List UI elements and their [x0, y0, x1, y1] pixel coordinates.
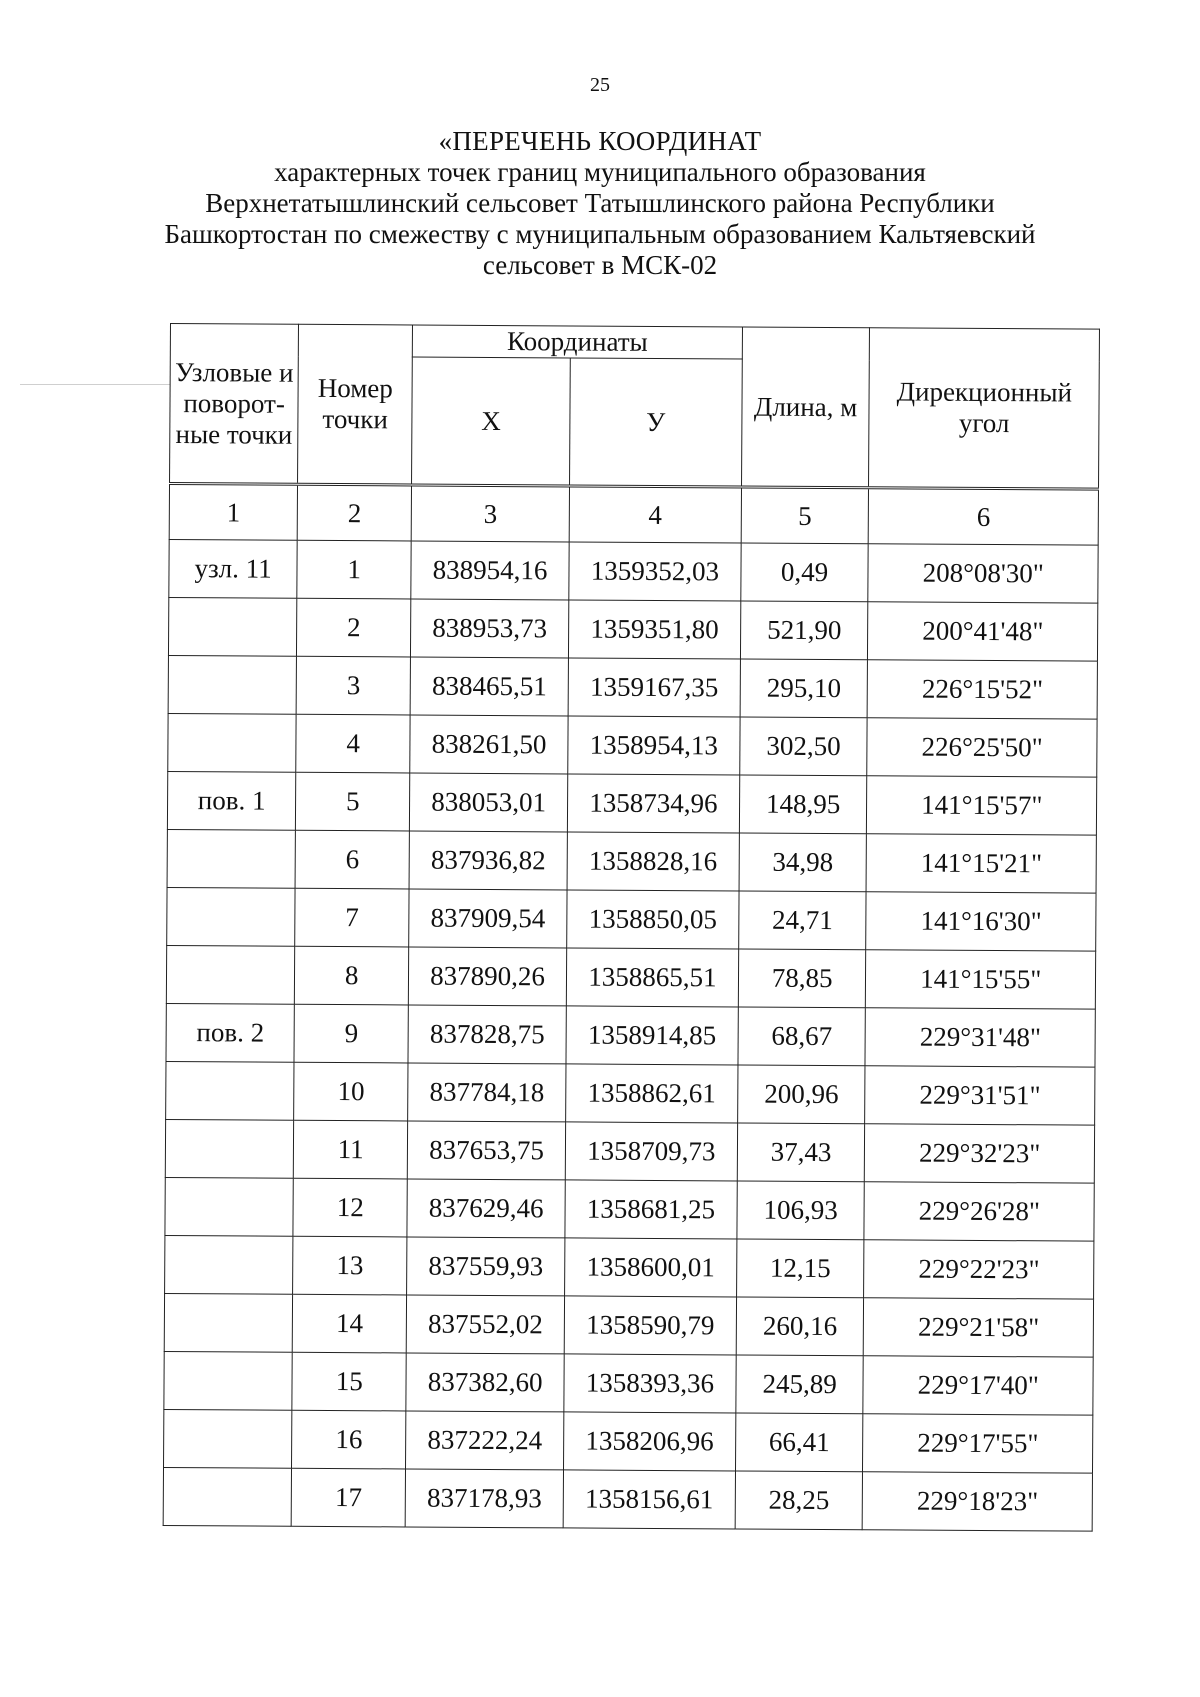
title-line-2: характерных точек границ муниципального образования	[274, 157, 926, 187]
scan-artifact-line	[20, 384, 170, 385]
angle-cell: 141°15'55"	[866, 950, 1096, 1009]
table-row	[165, 1235, 1094, 1299]
x-coordinate-cell: 838261,50	[410, 715, 568, 774]
angle-cell: 200°41'48"	[868, 602, 1098, 661]
column-number-row-group	[169, 484, 1098, 546]
table-row	[168, 713, 1097, 777]
table-row	[169, 539, 1098, 603]
length-cell: 37,43	[737, 1123, 865, 1182]
header-row-1	[170, 324, 1099, 362]
table-row	[167, 771, 1096, 835]
x-coordinate-cell: 838953,73	[411, 599, 569, 658]
table-row	[163, 1467, 1092, 1531]
length-cell: 521,90	[740, 601, 868, 660]
node-cell	[163, 1467, 292, 1526]
node-cell	[168, 655, 297, 714]
header-y: У	[570, 358, 743, 487]
table-row	[165, 1119, 1094, 1183]
node-cell	[168, 713, 297, 772]
y-coordinate-cell: 1358600,01	[565, 1238, 737, 1297]
x-coordinate-cell: 837629,46	[407, 1179, 565, 1238]
table-row	[164, 1409, 1093, 1473]
title-line-3: Верхнетатышлинский сельсовет Татышлинского района Республики	[205, 188, 995, 218]
table-row	[168, 655, 1097, 719]
node-cell: пов. 2	[166, 1003, 295, 1062]
length-cell: 24,71	[738, 891, 866, 950]
angle-cell: 229°31'48"	[865, 1008, 1095, 1067]
point-number-cell: 6	[295, 830, 409, 889]
length-cell: 260,16	[736, 1297, 864, 1356]
length-cell: 68,67	[738, 1007, 866, 1066]
column-number: 6	[869, 488, 1099, 545]
angle-cell: 141°16'30"	[866, 892, 1096, 951]
angle-cell: 229°31'51"	[865, 1066, 1095, 1125]
y-coordinate-cell: 1358954,13	[568, 716, 740, 775]
header-x: Х	[412, 357, 571, 486]
node-cell	[164, 1351, 293, 1410]
table-row	[167, 887, 1096, 951]
point-number-cell: 15	[292, 1352, 406, 1411]
node-cell	[164, 1409, 293, 1468]
table-row	[164, 1293, 1093, 1357]
x-coordinate-cell: 837828,75	[408, 1005, 566, 1064]
x-coordinate-cell: 838053,01	[410, 773, 568, 832]
node-cell	[165, 1177, 294, 1236]
angle-cell: 226°25'50"	[867, 718, 1097, 777]
point-number-cell: 9	[294, 1004, 408, 1063]
length-cell: 28,25	[735, 1471, 863, 1530]
x-coordinate-cell: 837552,02	[406, 1295, 564, 1354]
x-coordinate-cell: 837653,75	[407, 1121, 565, 1180]
length-cell: 66,41	[735, 1413, 863, 1472]
node-cell	[166, 1061, 295, 1120]
node-cell	[164, 1293, 293, 1352]
table-row	[166, 1003, 1095, 1067]
point-number-cell: 14	[292, 1294, 406, 1353]
coordinates-table	[163, 323, 1100, 1532]
x-coordinate-cell: 837222,24	[406, 1411, 564, 1470]
length-cell: 295,10	[740, 659, 868, 718]
table-body	[163, 539, 1098, 1531]
x-coordinate-cell: 838954,16	[411, 541, 569, 600]
node-cell: узл. 11	[169, 539, 298, 598]
x-coordinate-cell: 837909,54	[409, 889, 567, 948]
point-number-cell: 16	[292, 1410, 406, 1469]
node-cell	[167, 829, 296, 888]
y-coordinate-cell: 1358681,25	[565, 1180, 737, 1239]
title-line-5: сельсовет в МСК-02	[482, 250, 718, 280]
angle-cell: 226°15'52"	[868, 660, 1098, 719]
y-coordinate-cell: 1358914,85	[566, 1006, 738, 1065]
x-coordinate-cell: 837890,26	[409, 947, 567, 1006]
y-coordinate-cell: 1358865,51	[566, 948, 738, 1007]
node-cell	[166, 945, 295, 1004]
header-nodes: Узловые и поворот-ные точки	[170, 324, 299, 485]
y-coordinate-cell: 1359351,80	[568, 600, 740, 659]
table-row	[166, 945, 1095, 1009]
angle-cell: 229°17'40"	[863, 1356, 1093, 1415]
document-title	[150, 126, 1050, 281]
point-number-cell: 11	[294, 1120, 408, 1179]
title-line-1: «ПЕРЕЧЕНЬ КООРДИНАТ	[438, 126, 762, 156]
y-coordinate-cell: 1358590,79	[564, 1296, 736, 1355]
column-number-row	[169, 484, 1098, 546]
y-coordinate-cell: 1358850,05	[567, 890, 739, 949]
x-coordinate-cell: 837784,18	[408, 1063, 566, 1122]
table-row	[168, 597, 1097, 661]
y-coordinate-cell: 1358862,61	[566, 1064, 738, 1123]
angle-cell: 229°32'23"	[865, 1124, 1095, 1183]
point-number-cell: 3	[296, 656, 410, 715]
angle-cell: 229°17'55"	[863, 1414, 1093, 1473]
table-header	[170, 324, 1100, 490]
length-cell: 148,95	[739, 775, 867, 834]
length-cell: 302,50	[740, 717, 868, 776]
node-cell: пов. 1	[167, 771, 296, 830]
header-length: Длина, м	[741, 327, 870, 488]
node-cell	[167, 887, 296, 946]
length-cell: 200,96	[737, 1065, 865, 1124]
point-number-cell: 8	[295, 946, 409, 1005]
y-coordinate-cell: 1358156,61	[563, 1470, 735, 1529]
x-coordinate-cell: 837559,93	[407, 1237, 565, 1296]
angle-cell: 229°22'23"	[864, 1240, 1094, 1299]
angle-cell: 229°18'23"	[863, 1472, 1093, 1531]
y-coordinate-cell: 1358206,96	[564, 1412, 736, 1471]
node-cell	[165, 1235, 294, 1294]
column-number: 4	[569, 486, 741, 543]
column-number: 3	[411, 485, 569, 542]
header-coordinates: Координаты	[412, 325, 742, 359]
x-coordinate-cell: 837382,60	[406, 1353, 564, 1412]
column-number: 5	[741, 487, 869, 544]
point-number-cell: 1	[297, 540, 411, 599]
length-cell: 106,93	[737, 1181, 865, 1240]
length-cell: 12,15	[736, 1239, 864, 1298]
table-row	[166, 1061, 1095, 1125]
length-cell: 78,85	[738, 949, 866, 1008]
x-coordinate-cell: 837936,82	[409, 831, 567, 890]
header-angle: Дирекционный угол	[869, 328, 1100, 489]
x-coordinate-cell: 837178,93	[405, 1469, 563, 1528]
angle-cell: 141°15'57"	[867, 776, 1097, 835]
angle-cell: 229°26'28"	[864, 1182, 1094, 1241]
y-coordinate-cell: 1358709,73	[565, 1122, 737, 1181]
point-number-cell: 12	[293, 1178, 407, 1237]
y-coordinate-cell: 1359352,03	[569, 542, 741, 601]
point-number-cell: 2	[297, 598, 411, 657]
table-row	[167, 829, 1096, 893]
angle-cell: 141°15'21"	[867, 834, 1097, 893]
table-row	[164, 1351, 1093, 1415]
y-coordinate-cell: 1358393,36	[564, 1354, 736, 1413]
column-number: 2	[297, 484, 411, 541]
point-number-cell: 4	[296, 714, 410, 773]
length-cell: 34,98	[739, 833, 867, 892]
page-number: 25	[590, 74, 610, 96]
point-number-cell: 13	[293, 1236, 407, 1295]
length-cell: 245,89	[736, 1355, 864, 1414]
column-number: 1	[169, 484, 298, 541]
point-number-cell: 10	[294, 1062, 408, 1121]
y-coordinate-cell: 1359167,35	[568, 658, 740, 717]
y-coordinate-cell: 1358828,16	[567, 832, 739, 891]
node-cell	[165, 1119, 294, 1178]
header-point-number: Номер точки	[298, 324, 413, 485]
point-number-cell: 7	[295, 888, 409, 947]
table-row	[165, 1177, 1094, 1241]
point-number-cell: 5	[296, 772, 410, 831]
length-cell: 0,49	[741, 543, 869, 602]
x-coordinate-cell: 838465,51	[410, 657, 568, 716]
point-number-cell: 17	[291, 1468, 405, 1527]
node-cell	[168, 597, 297, 656]
angle-cell: 208°08'30"	[868, 544, 1098, 603]
y-coordinate-cell: 1358734,96	[567, 774, 739, 833]
title-line-4: Башкортостан по смежеству с муниципальным образованием Кальтяевский	[164, 219, 1036, 249]
angle-cell: 229°21'58"	[864, 1298, 1094, 1357]
